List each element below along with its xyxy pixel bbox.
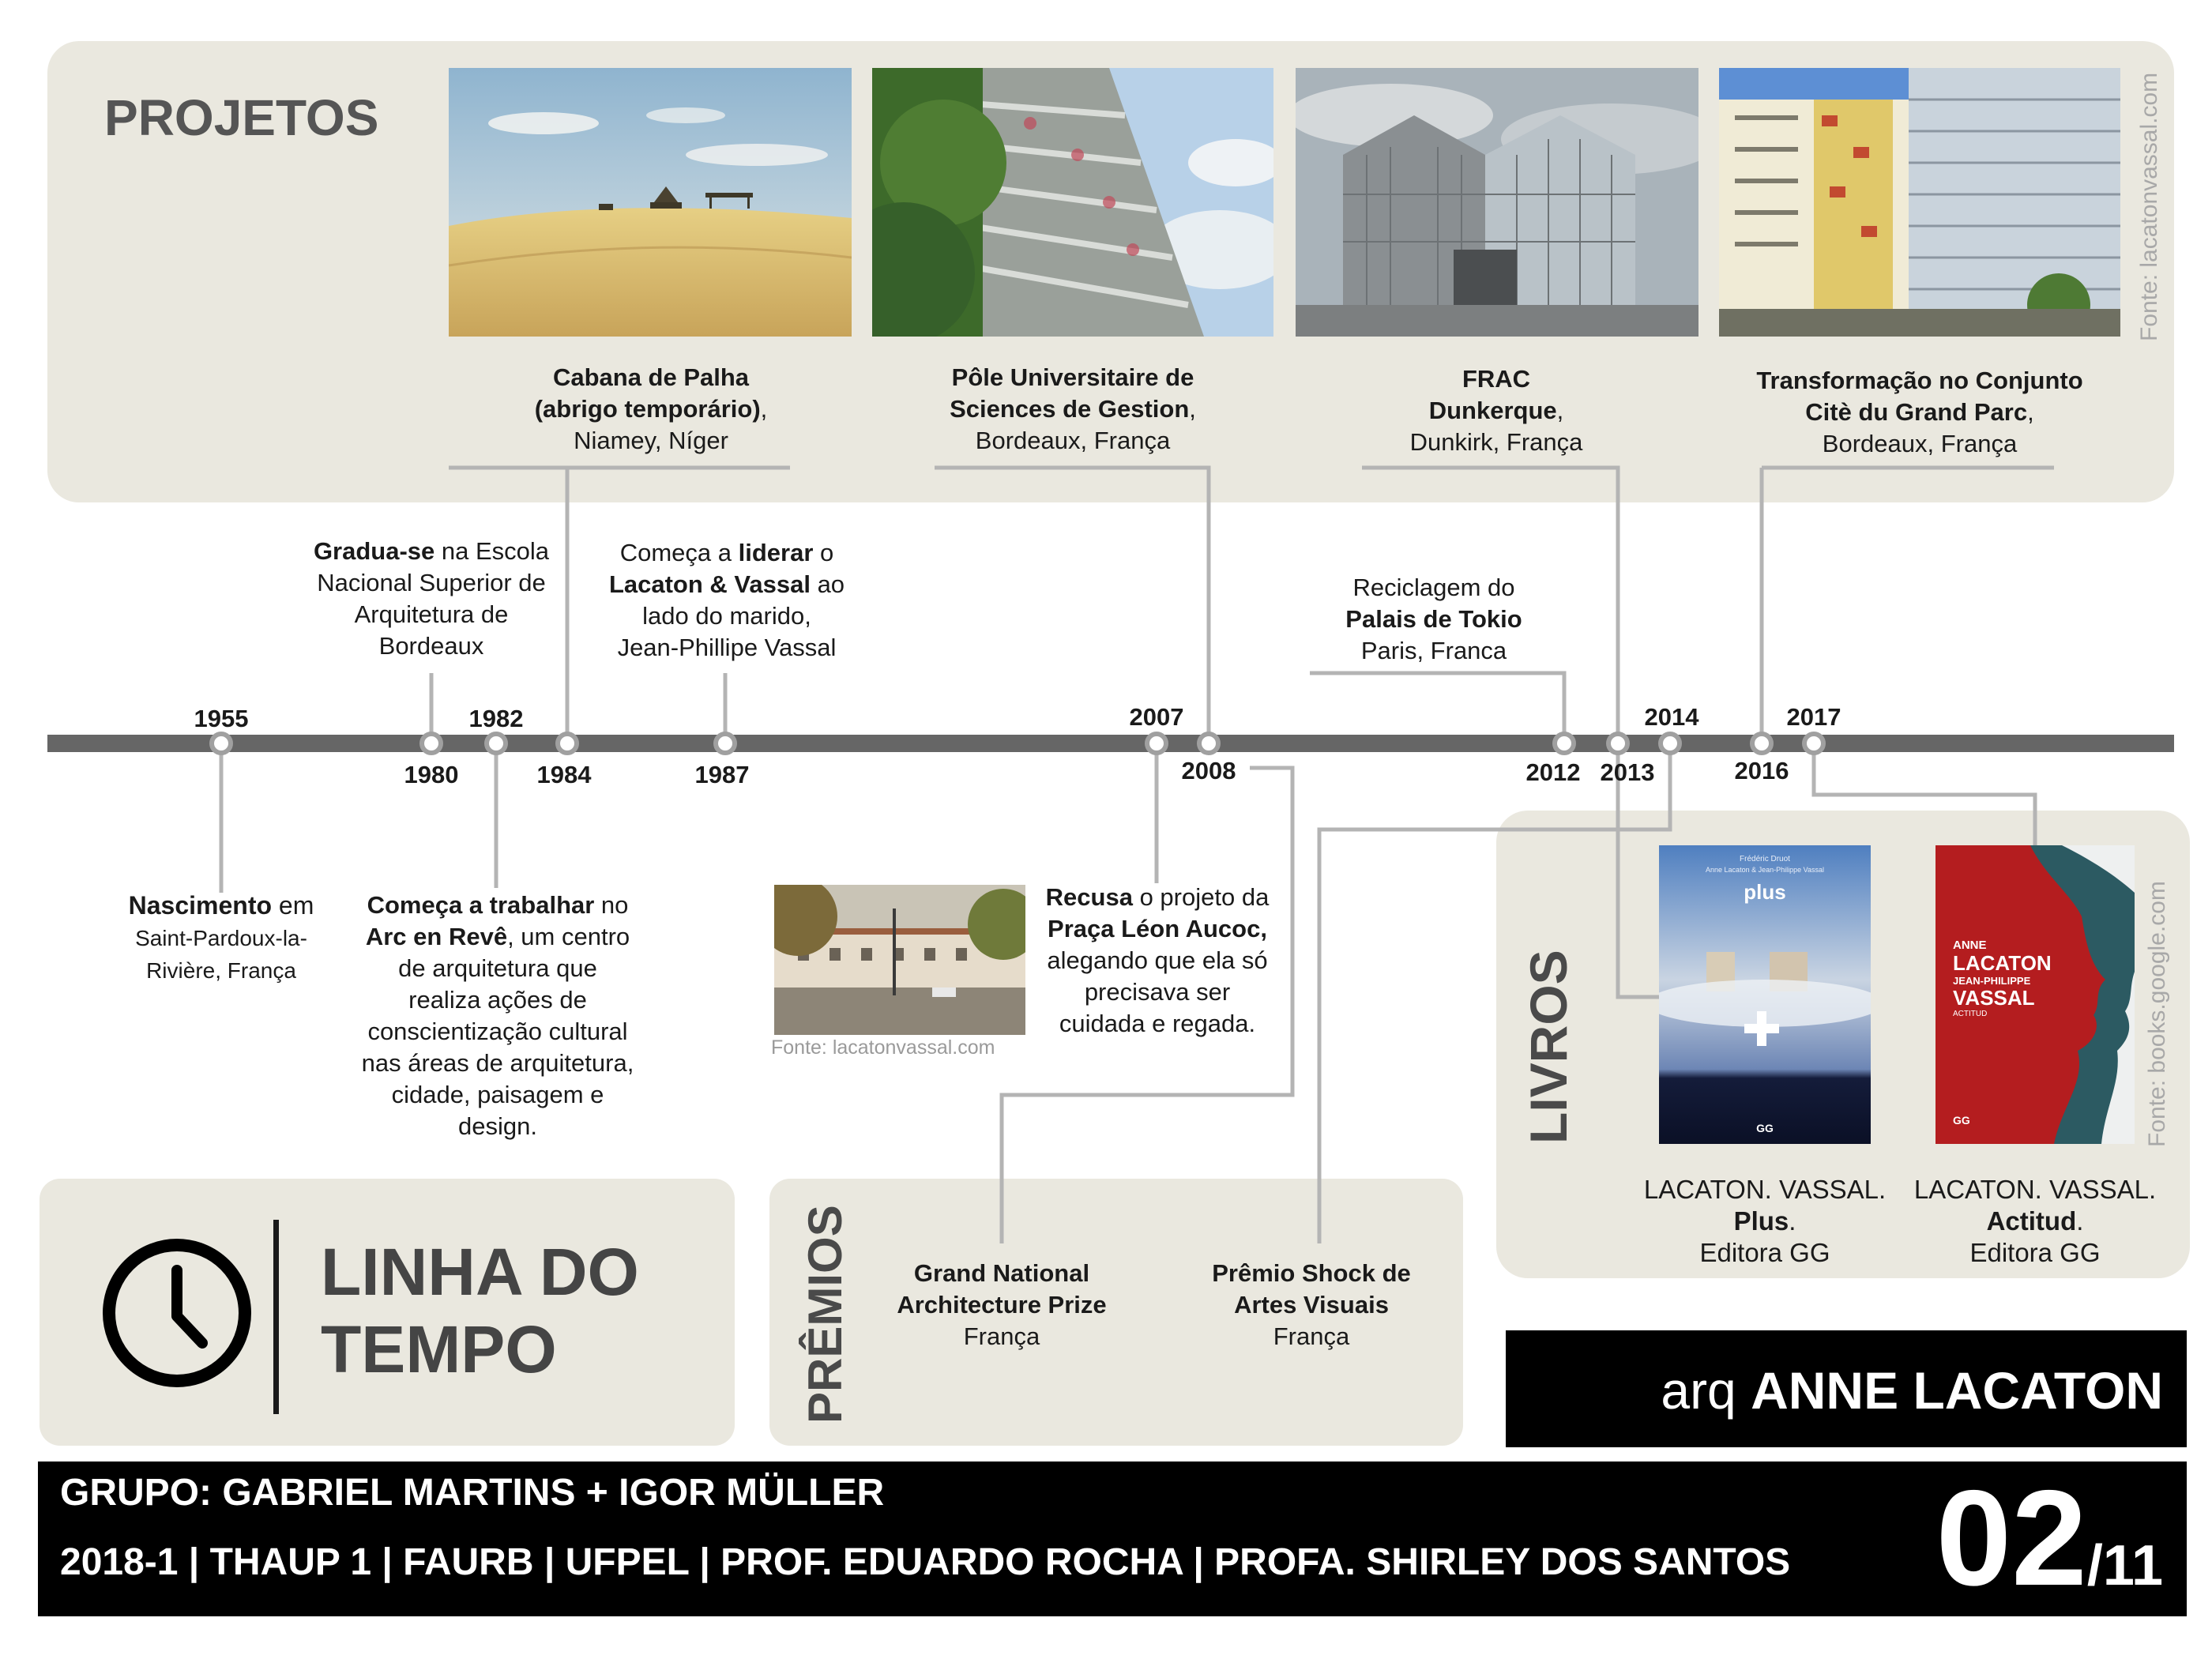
year-2014: 2014 [1644, 703, 1699, 731]
books-title: LIVROS [1519, 950, 1578, 1144]
book-cover-line: ANNE [1953, 939, 1987, 952]
event-1982 [332, 890, 664, 1142]
year-2008: 2008 [1181, 757, 1236, 784]
year-2012: 2012 [1525, 758, 1581, 786]
award-name-line2: Artes Visuais [1234, 1291, 1389, 1319]
year-1955: 1955 [194, 705, 249, 732]
marker-1984 [558, 734, 577, 753]
book-authors: LACATON. VASSAL. [1913, 1175, 2157, 1204]
event-connector-2012 [1310, 673, 1564, 743]
year-1980: 1980 [404, 761, 459, 788]
award-name-line2: Architecture Prize [897, 1291, 1107, 1319]
book-cover-logo: GG [1953, 1114, 1970, 1127]
footer-course: 2018-1 | THAUP 1 | FAURB | UFPEL | PROF. EDUARDO ROCHA | PROFA. SHIRLEY DOS SANTOS [60, 1541, 1791, 1583]
book-publisher: Editora GG [1699, 1238, 1830, 1267]
project-location: Niamey, Níger [574, 427, 728, 454]
event-text: de arquitetura que [398, 954, 597, 982]
event-text: Arquitetura de [354, 600, 509, 628]
project-name-line2: Sciences de Gestion [950, 395, 1190, 423]
project-name-line2: Citè du Grand Parc [1805, 398, 2028, 426]
book-authors: LACATON. VASSAL. [1643, 1175, 1887, 1204]
year-1982: 1982 [468, 705, 524, 732]
project-photo-frac [1296, 68, 1698, 337]
project-name-line1: Cabana de Palha [552, 363, 750, 391]
event-text: precisava ser [1084, 978, 1231, 1006]
event-text: Reciclagem do [1352, 574, 1515, 601]
book-cover-title: plus [1744, 880, 1786, 904]
event-text: Começa a [619, 539, 739, 566]
book-name: Actitud [1986, 1206, 2077, 1236]
book-cover-plus [1659, 845, 1871, 1144]
event-bold: liderar [738, 539, 814, 566]
award-name-line1: Grand National [913, 1259, 1090, 1287]
event-bold: Nascimento [128, 891, 273, 920]
event-bold: Começa a trabalhar [367, 891, 595, 919]
books-source: Fonte: books.google.com [2144, 881, 2170, 1147]
event-text: na Escola [434, 537, 550, 565]
project-photo-pole [872, 68, 1273, 337]
event-text: realiza ações de [408, 986, 587, 1014]
project-photo-cabana [449, 68, 852, 337]
event-text: Rivière, França [146, 958, 296, 983]
event-text: conscientização cultural [367, 1018, 628, 1045]
project-location: Bordeaux, França [975, 427, 1171, 454]
page-total: /11 [2086, 1534, 2163, 1597]
event-1955 [111, 890, 332, 987]
book-cover-line: LACATON [1953, 951, 2052, 975]
marker-2016 [1752, 734, 1771, 753]
event-text: Saint-Pardoux-la- [135, 926, 307, 950]
event-text: alegando que ela só [1047, 946, 1268, 974]
event-photo-source: Fonte: lacatonvassal.com [771, 1036, 995, 1059]
event-text: design. [458, 1112, 537, 1140]
award-location: França [1273, 1322, 1350, 1350]
marker-1987 [716, 734, 735, 753]
year-1984: 1984 [536, 761, 592, 788]
architect-prefix: arq [1661, 1361, 1736, 1420]
book-cover-actitud [1936, 845, 2135, 1144]
marker-2008 [1199, 734, 1218, 753]
project-name-line1: Pôle Universitaire de [951, 363, 1194, 391]
event-text: , um centro [507, 923, 630, 950]
event-2007 [1027, 882, 1288, 1040]
marker-2012 [1555, 734, 1574, 753]
book-cover-line: ACTITUD [1953, 1010, 1988, 1018]
award-grand-national [875, 1258, 1128, 1352]
footer-bar [38, 1462, 2187, 1616]
event-text: o projeto da [1132, 883, 1270, 911]
project-photo-grand-parc [1719, 68, 2120, 337]
page-current: 02 [1936, 1462, 2087, 1614]
event-text: Paris, Franca [1360, 637, 1507, 664]
award-shock [1185, 1258, 1438, 1352]
project-name-line2: Dunkerque [1428, 397, 1557, 424]
book-caption-plus: LACATON. VASSAL. Plus. Editora GG [1643, 1175, 1887, 1267]
event-text: cuidada e regada. [1059, 1010, 1256, 1037]
marker-1980 [422, 734, 441, 753]
event-text: no [594, 891, 629, 919]
project-caption-pole: Pôle Universitaire de Sciences de Gestion, Bordeaux, França [950, 363, 1196, 454]
book-cover-author: Frédéric Druot [1740, 855, 1790, 863]
event-text: Nacional Superior de [317, 569, 546, 596]
book-cover-author: Anne Lacaton & Jean-Philippe Vassal [1706, 866, 1824, 874]
title-line1: LINHA DO [321, 1235, 639, 1309]
timeline-axis [47, 735, 2174, 752]
marker-2017 [1804, 734, 1823, 753]
marker-2007 [1147, 734, 1166, 753]
project-name-line2: (abrigo temporário) [534, 395, 761, 423]
title-line2: TEMPO [321, 1312, 557, 1386]
event-bold: Arc en Revê [365, 923, 508, 950]
book-cover-logo: GG [1756, 1122, 1774, 1134]
event-bold: Praça Léon Aucoc, [1048, 915, 1267, 942]
projects-title: PROJETOS [104, 89, 379, 146]
project-caption-grand-parc: Transformação no Conjunto Citè du Grand Parc, Bordeaux, França [1756, 367, 2083, 457]
year-2013: 2013 [1600, 758, 1655, 786]
architect-label [1661, 1360, 2163, 1420]
clock-icon [98, 1234, 256, 1392]
event-2012 [1311, 572, 1556, 667]
award-name-line1: Prêmio Shock de [1212, 1259, 1411, 1287]
event-1980 [291, 536, 572, 662]
event-bold: Lacaton & Vassal [608, 570, 811, 598]
architect-banner [1506, 1330, 2187, 1447]
event-text: em [272, 891, 314, 920]
event-photo-praca [774, 885, 1025, 1035]
project-name-line1: Transformação no Conjunto [1756, 367, 2083, 394]
page-number [1936, 1463, 2163, 1613]
marker-2014 [1661, 734, 1680, 753]
marker-1955 [212, 734, 231, 753]
event-bold: Recusa [1045, 883, 1133, 911]
event-text: ao [810, 570, 845, 598]
event-text: Bordeaux [378, 632, 484, 660]
year-2017: 2017 [1786, 703, 1841, 731]
event-text: Jean-Phillipe Vassal [617, 634, 837, 661]
year-2016: 2016 [1734, 757, 1789, 784]
event-bold: Gradua-se [313, 537, 435, 565]
project-connector-2008 [935, 468, 1209, 743]
event-text: cidade, paisagem e [391, 1081, 604, 1108]
marker-2013 [1608, 734, 1627, 753]
event-text: nas áreas de arquitetura, [361, 1049, 634, 1077]
year-1987: 1987 [694, 761, 750, 788]
event-bold: Palais de Tokio [1345, 605, 1522, 633]
footer-group: GRUPO: GABRIEL MARTINS + IGOR MÜLLER [60, 1472, 885, 1514]
book-cover-line: JEAN-PHILIPPE [1953, 975, 2031, 987]
marker-1982 [487, 734, 506, 753]
event-text: lado do marido, [642, 602, 811, 630]
award-location: França [963, 1322, 1040, 1350]
project-location: Dunkirk, França [1409, 428, 1583, 456]
project-caption-cabana: Cabana de Palha (abrigo temporário), Niamey, Níger [534, 363, 768, 454]
book-name: Plus [1733, 1206, 1789, 1236]
projects-source: Fonte: lacatonvassal.com [2136, 72, 2162, 341]
book-caption-actitud: LACATON. VASSAL. Actitud. Editora GG [1913, 1175, 2157, 1267]
event-text: o [813, 539, 834, 566]
project-name-line1: FRAC [1462, 365, 1531, 393]
event-1987 [585, 537, 869, 664]
project-location: Bordeaux, França [1822, 430, 2018, 457]
year-2007: 2007 [1129, 703, 1184, 731]
book-publisher: Editora GG [1969, 1238, 2101, 1267]
project-caption-frac: FRAC Dunkerque, Dunkirk, França [1409, 365, 1583, 456]
awards-title: PRÊMIOS [799, 1205, 852, 1424]
architect-name: ANNE LACATON [1751, 1361, 2163, 1420]
book-connector-2017 [1814, 743, 2035, 847]
book-cover-line: VASSAL [1953, 986, 2035, 1010]
title-divider [273, 1220, 279, 1414]
